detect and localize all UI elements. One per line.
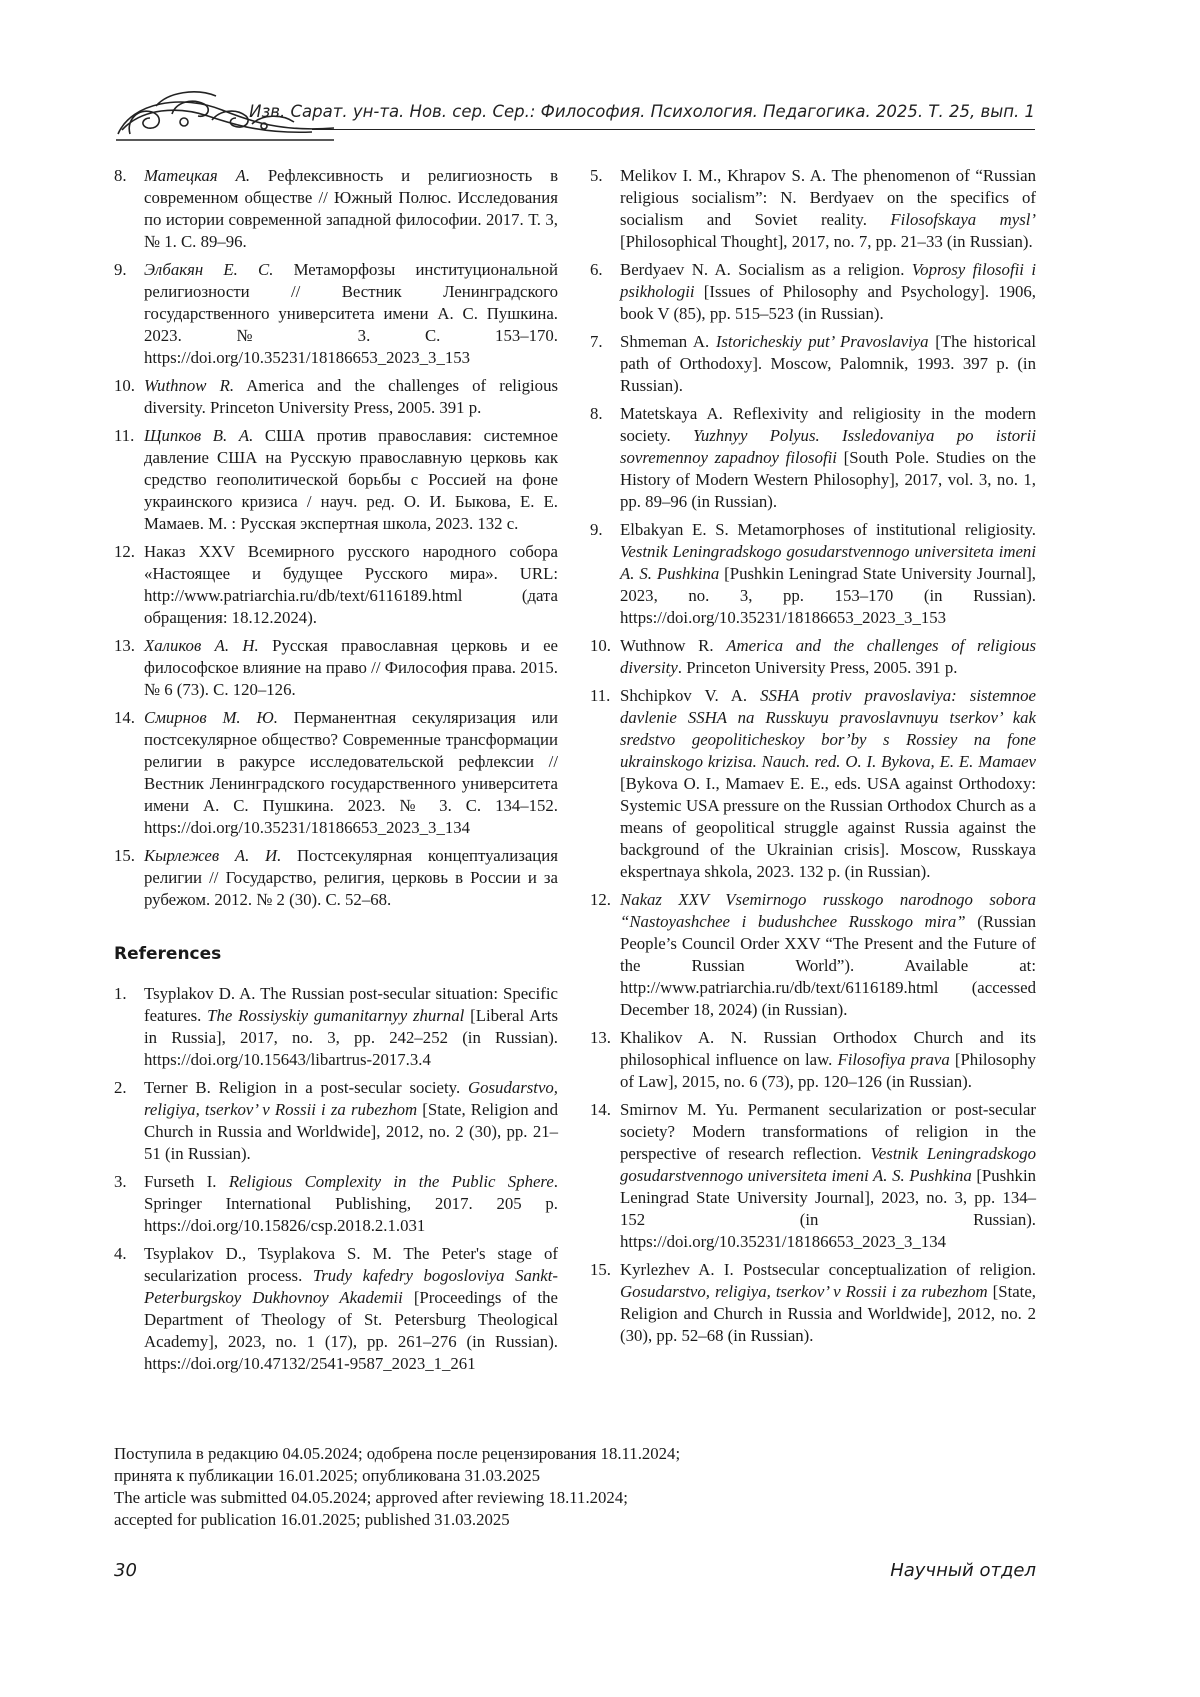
reference-text: Wuthnow R. <box>620 636 727 655</box>
reference-text-tail: [Bykova O. I., Mamaev E. E., eds. USA against Orthodoxy: Systemic USA pressure on the Russian Orthodox Church as a means of geopolitical struggle against Russia against the background of the Ukrainian crisis]. Moscow, Russkaya ekspertnaya shkola, 2023. 132 p. (in Russian). <box>620 774 1036 881</box>
reference-source-title: Vestnik Leningradskogo gosudarstvennogo universiteta imeni A. S. Pushkina <box>620 1144 1037 1185</box>
reference-source-title: Filosofskaya mysl’ <box>890 210 1036 229</box>
reference-source-title: Trudy kafedry bogosloviya Sankt-Peterburgskoy Dukhovnoy Akademii <box>144 1266 558 1307</box>
reference-item <box>590 1099 1036 1253</box>
reference-item <box>590 889 1036 1021</box>
reference-number: 5. <box>590 166 603 185</box>
reference-author: Халиков А. Н. <box>144 636 259 655</box>
reference-text-tail: [Proceedings of the Department of Theology of St. Petersburg Theological Academy], 2023, no. 1 (17), pp. 261–276 (in Russian). https://doi.org/10.47132/2541-9587_2023_1_261 <box>144 1288 558 1373</box>
reference-item <box>114 165 558 253</box>
reference-source-title: The Rossiyskiy gumanitarnyy zhurnal <box>207 1006 465 1025</box>
reference-author: Матецкая А. <box>144 166 251 185</box>
reference-number: 4. <box>114 1244 127 1263</box>
reference-item <box>590 403 1036 513</box>
reference-source-title: SSHA protiv pravoslaviya: sistemnoe davlenie SSHA na Russkuyu pravoslavnuyu tserkov’ kak sredstvo geopoliticheskoy bor’by s Rossiey na fone ukrainskogo krizisa. Nauch. red. O. I. Bykova, E. E. Mamaev <box>620 686 1036 771</box>
reference-text: Постсекулярная концептуализация религии // Государство, религия, церковь в России и за рубежом. 2012. № 2 (30). С. 52–68. <box>144 846 558 909</box>
page-number: 30 <box>114 1560 137 1581</box>
reference-item <box>590 685 1036 883</box>
reference-text: Matetskaya A. Reflexivity and religiosity in the modern society. <box>620 404 1036 445</box>
journal-running-title: Изв. Сарат. ун-та. Нов. сер. Сер.: Философия. Психология. Педагогика. 2025. Т. 25, вып. 1 <box>249 102 1035 121</box>
reference-number: 8. <box>590 404 603 423</box>
reference-author: Wuthnow R. <box>144 376 235 395</box>
header-rule <box>312 129 1035 130</box>
english-reference-list-right <box>590 165 1036 1347</box>
reference-text-tail: [Pushkin Leningrad State University Journal], 2023, no. 3, pp. 153–170 (in Russian). https://doi.org/10.35231/18186653_2023_3_153 <box>620 564 1036 627</box>
reference-text: Khalikov A. N. Russian Orthodox Church and its philosophical influence on law. <box>620 1028 1036 1069</box>
reference-number: 3. <box>114 1172 127 1191</box>
submission-dates <box>114 1443 1034 1531</box>
submission-note-line: accepted for publication 16.01.2025; published 31.03.2025 <box>114 1510 510 1529</box>
reference-item <box>114 1171 558 1237</box>
reference-text-tail: [South Pole. Studies on the History of Modern Western Philosophy], 2017, vol. 3, no. 1, pp. 89–96 (in Russian). <box>620 448 1036 511</box>
right-column <box>590 165 1036 1353</box>
reference-text: Наказ XXV Всемирного русского народного собора «Настоящее и будущее Русского мира». URL: http://www.patriarchia.ru/db/text/6116189.html (дата обращения: 18.12.2024). <box>144 542 558 627</box>
reference-text: Русская православная церковь и ее философское влияние на право // Философия права. 2015. № 6 (73). С. 120–126. <box>144 636 558 699</box>
reference-text-tail: [Philosophical Thought], 2017, no. 7, pp. 21–33 (in Russian). <box>620 232 1033 251</box>
submission-note-line: The article was submitted 04.05.2024; approved after reviewing 18.11.2024; <box>114 1488 628 1507</box>
reference-item <box>590 519 1036 629</box>
reference-number: 14. <box>590 1100 611 1119</box>
reference-number: 12. <box>590 890 611 909</box>
reference-number: 11. <box>114 426 135 445</box>
running-header <box>112 72 1035 142</box>
references-heading: References <box>114 944 222 964</box>
reference-text: America and the challenges of religious diversity. Princeton University Press, 2005. 391 p. <box>144 376 558 417</box>
reference-item <box>114 1077 558 1165</box>
reference-text-tail: . Springer International Publishing, 2017. 205 p. https://doi.org/10.15826/csp.2018.2.1.031 <box>144 1172 558 1235</box>
reference-text: Рефлексивность и религиозность в современном обществе // Южный Полюс. Исследования по истории современной западной философии. 2017. Т. 3, № 1. С. 89–96. <box>144 166 558 251</box>
reference-source-title: Gosudarstvo, religiya, tserkov’ v Rossii i za rubezhom <box>620 1282 988 1301</box>
english-reference-list-left <box>114 983 558 1375</box>
reference-number: 7. <box>590 332 603 351</box>
reference-text: Melikov I. M., Khrapov S. A. The phenomenon of “Russian religious socialism”: N. Berdyaev on the specifics of socialism and Soviet reality. <box>620 166 1036 229</box>
russian-reference-list <box>114 165 558 911</box>
reference-author: Кырлежев А. И. <box>144 846 282 865</box>
reference-text: Smirnov M. Yu. Permanent secularization or post-secular society? Modern transformations of religion in the perspective of research reflection. <box>620 1100 1036 1163</box>
reference-item <box>114 845 558 911</box>
reference-text-tail: [Pushkin Leningrad State University Journal], 2023, no. 3, pp. 134–152 (in Russian). https://doi.org/10.35231/18186653_2023_3_134 <box>620 1166 1037 1251</box>
reference-item <box>114 1243 558 1375</box>
reference-text: Kyrlezhev A. I. Postsecular conceptualization of religion. <box>620 1260 1036 1279</box>
reference-item <box>114 983 558 1071</box>
page-footer <box>114 1560 1036 1584</box>
section-name: Научный отдел <box>890 1560 1036 1581</box>
reference-item <box>114 707 558 839</box>
reference-source-title: Filosofiya prava <box>837 1050 950 1069</box>
reference-item <box>114 635 558 701</box>
submission-note-line: Поступила в редакцию 04.05.2024; одобрена после рецензирования 18.11.2024; <box>114 1444 681 1463</box>
reference-item <box>114 375 558 419</box>
reference-source-title: America and the challenges of religious diversity <box>620 636 1036 677</box>
reference-text-tail: [The historical path of Orthodoxy]. Moscow, Palomnik, 1993. 397 p. (in Russian). <box>620 332 1036 395</box>
reference-text-tail: (Russian People’s Council Order XXV “The Present and the Future of the Russian World”). Available at: http://www.patriarchia.ru/db/text/6116189.html (accessed December 18, 2024) (in Russian). <box>620 912 1036 1019</box>
reference-text: США против православия: системное давление США на Русскую православную церковь как средство геополитической борьбы с Россией на фоне украинского кризиса / науч. ред. О. И. Быкова, Е. Е. Мамаев. М. : Русская экспертная школа, 2023. 132 с. <box>144 426 558 533</box>
reference-text: Перманентная секуляризация или постсекулярное общество? Современные трансформации религии в ракурсе исследовательской рефлексии // Вестник Ленинградского государственного университета имени А. С. Пушкина. 2023. № 3. С. 134–152. https://doi.org/10.35231/18186653_2023_3_134 <box>144 708 558 837</box>
reference-number: 14. <box>114 708 135 727</box>
reference-number: 9. <box>114 260 127 279</box>
reference-item <box>590 165 1036 253</box>
reference-source-title: Voprosy filosofii i psikhologii <box>620 260 1036 301</box>
reference-number: 15. <box>590 1260 611 1279</box>
reference-item <box>114 259 558 369</box>
reference-text-tail: . Princeton University Press, 2005. 391 p. <box>677 658 958 677</box>
reference-source-title: Nakaz XXV Vsemirnogo russkogo narodnogo sobora “Nastoyashchee i budushchee Russkogo mira” <box>620 890 1036 931</box>
reference-number: 10. <box>114 376 135 395</box>
reference-text: Tsyplakov D. A. The Russian post-secular situation: Specific features. <box>144 984 558 1025</box>
reference-text-tail: [Philosophy of Law], 2015, no. 6 (73), pp. 120–126 (in Russian). <box>620 1050 1037 1091</box>
reference-text: Tsyplakov D., Tsyplakova S. M. The Peter's stage of secularization process. <box>144 1244 558 1285</box>
reference-text-tail: [State, Religion and Church in Russia and Worldwide], 2012, no. 2 (30), pp. 21–51 (in Russian). <box>144 1100 558 1163</box>
reference-number: 6. <box>590 260 603 279</box>
reference-text-tail: [State, Religion and Church in Russia and Worldwide], 2012, no. 2 (30), pp. 52–68 (in Russian). <box>620 1282 1036 1345</box>
reference-author: Смирнов М. Ю. <box>144 708 278 727</box>
reference-text-tail: [Liberal Arts in Russia], 2017, no. 3, pp. 242–252 (in Russian). https://doi.org/10.15643/libartrus-2017.3.4 <box>144 1006 558 1069</box>
reference-number: 9. <box>590 520 603 539</box>
reference-text: Elbakyan E. S. Metamorphoses of institutional religiosity. <box>620 520 1036 539</box>
reference-item <box>590 259 1036 325</box>
reference-number: 2. <box>114 1078 127 1097</box>
reference-number: 8. <box>114 166 127 185</box>
reference-number: 12. <box>114 542 135 561</box>
reference-source-title: Vestnik Leningradskogo gosudarstvennogo universiteta imeni A. S. Pushkina <box>620 542 1036 583</box>
reference-text: Terner B. Religion in a post-secular society. <box>144 1078 469 1097</box>
reference-author: Щипков В. А. <box>144 426 254 445</box>
reference-number: 13. <box>590 1028 611 1047</box>
reference-source-title: Yuzhnyy Polyus. Issledovaniya po istorii sovremennoy zapadnoy filosofii <box>620 426 1036 467</box>
reference-source-title: Religious Complexity in the Public Sphere <box>228 1172 554 1191</box>
reference-text: Метаморфозы институциональной религиозности // Вестник Ленинградского государственного университета имени А. С. Пушкина. 2023. № 3. С. 153–170. https://doi.org/10.35231/18186653_2023_3_153 <box>144 260 558 367</box>
reference-item <box>114 425 558 535</box>
left-column <box>114 165 558 1381</box>
submission-note-line: принята к публикации 16.01.2025; опубликована 31.03.2025 <box>114 1466 541 1485</box>
reference-text: Shmeman A. <box>620 332 716 351</box>
reference-item <box>590 1259 1036 1347</box>
reference-text: Shchipkov V. A. <box>620 686 761 705</box>
reference-number: 15. <box>114 846 135 865</box>
reference-text-tail: [Issues of Philosophy and Psychology]. 1906, book V (85), pp. 515–523 (in Russian). <box>620 282 1036 323</box>
reference-source-title: Gosudarstvo, religiya, tserkov’ v Rossii i za rubezhom <box>144 1078 558 1119</box>
reference-number: 13. <box>114 636 135 655</box>
reference-item <box>590 1027 1036 1093</box>
reference-source-title: Istoricheskiy put’ Pravoslaviya <box>715 332 929 351</box>
reference-item <box>590 635 1036 679</box>
reference-number: 11. <box>590 686 611 705</box>
reference-item <box>590 331 1036 397</box>
reference-text: Berdyaev N. A. Socialism as a religion. <box>620 260 912 279</box>
reference-text: Furseth I. <box>144 1172 229 1191</box>
reference-number: 10. <box>590 636 611 655</box>
reference-author: Элбакян Е. С. <box>144 260 274 279</box>
reference-item <box>114 541 558 629</box>
reference-number: 1. <box>114 984 127 1003</box>
